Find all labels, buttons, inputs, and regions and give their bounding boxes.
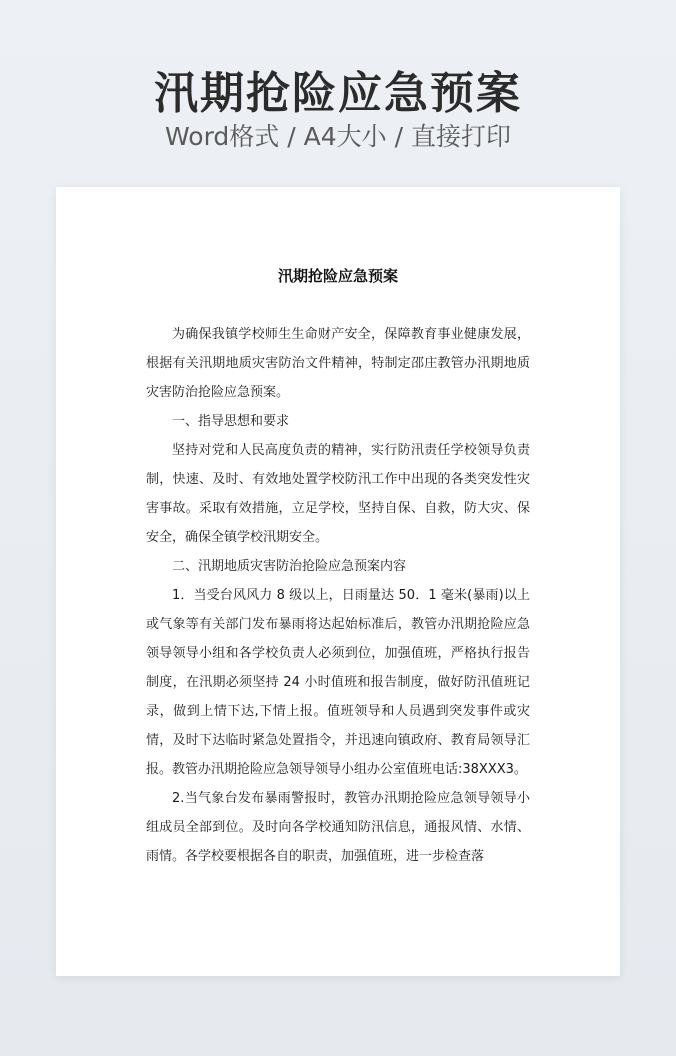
document-title: 汛期抢险应急预案: [277, 267, 398, 285]
section-2-item-1: 1．当受台风风力 8 级以上，日雨量达 50．1 毫米(暴雨)以上或气象等有关部门发布暴雨将达起始标准后，教管办汛期抢险应急领导领导小组和各学校负责人必须到位，加强值班，严格执行报告制度，在汛期必须坚持 24 小时值班和报告制度，做好防汛值班记录，做到上情下达,下情上报。值班领导和人员遇到突发事件或灾情，及时下达临时紧急处置指令，并迅速向镇政府、教育局领导汇报。教管办汛期抢险应急领导领导小组办公室值班电话:38XXX3。: [146, 588, 530, 777]
banner-subtitle: Word格式 / A4大小 / 直接打印: [165, 122, 511, 151]
section-2-item-2: 2.当气象台发布暴雨警报时，教管办汛期抢险应急领导领导小组成员全部到位。及时向各学校通知防汛信息，通报风情、水情、雨情。各学校要根据各自的职责，加强值班，进一步检查落: [146, 791, 530, 864]
section-heading-1: 一、指导思想和要求: [172, 414, 290, 429]
intro-paragraph: 为确保我镇学校师生生命财产安全，保障教育事业健康发展，根据有关汛期地质灾害防治文件精神，特制定邵庄教管办汛期地质灾害防治抢险应急预案。: [146, 327, 530, 400]
document-body: [146, 320, 530, 871]
section-heading-2: 二、汛期地质灾害防治抢险应急预案内容: [172, 559, 407, 574]
section-1-paragraph: 坚持对党和人民高度负责的精神，实行防汛责任学校领导负责制，快速、及时、有效地处置学校防汛工作中出现的各类突发性灾害事故。采取有效措施，立足学校，坚持自保、自救，防大灾、保安全，确保全镇学校汛期安全。: [146, 443, 530, 545]
banner-title: 汛期抢险应急预案: [154, 68, 522, 119]
document-page: [56, 187, 620, 976]
